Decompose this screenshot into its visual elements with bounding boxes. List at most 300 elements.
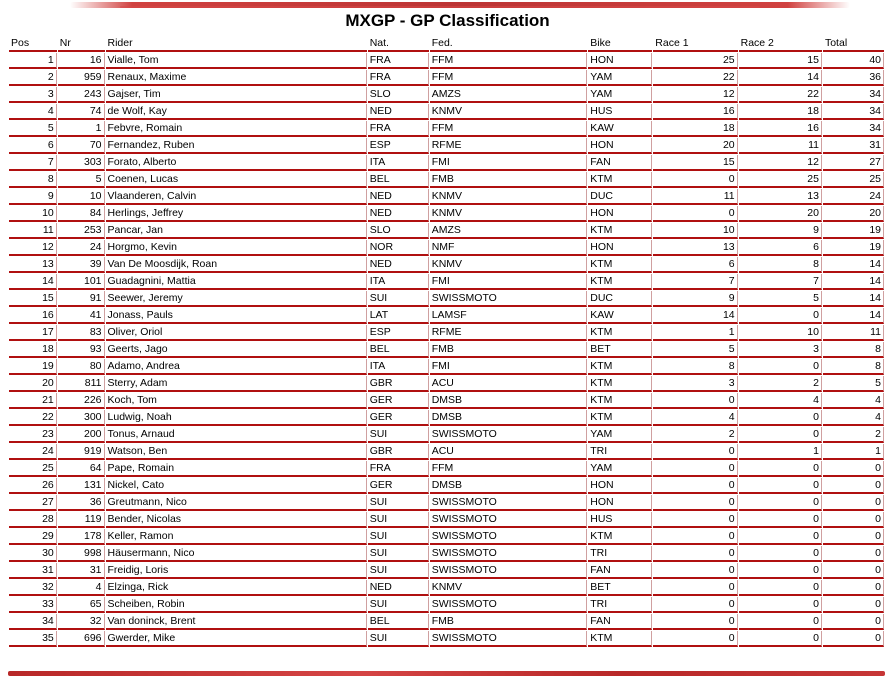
cell-race1: 11 <box>653 189 737 205</box>
cell-fed: FMB <box>430 614 588 630</box>
cell-rider: Pancar, Jan <box>106 223 367 239</box>
cell-nat: SUI <box>368 546 429 562</box>
cell-pos: 25 <box>9 461 57 477</box>
cell-rider: Ludwig, Noah <box>106 410 367 426</box>
cell-nr: 64 <box>58 461 105 477</box>
cell-pos: 12 <box>9 240 57 256</box>
cell-nat: SUI <box>368 529 429 545</box>
cell-race1: 0 <box>653 597 737 613</box>
table-row <box>9 138 884 154</box>
cell-rider: Scheiben, Robin <box>106 597 367 613</box>
cell-nat: BEL <box>368 172 429 188</box>
cell-pos: 3 <box>9 87 57 103</box>
cell-total: 34 <box>823 121 884 137</box>
cell-total: 0 <box>823 631 884 647</box>
table-row <box>9 614 884 630</box>
cell-nr: 300 <box>58 410 105 426</box>
cell-nr: 919 <box>58 444 105 460</box>
cell-total: 0 <box>823 529 884 545</box>
cell-nat: FRA <box>368 70 429 86</box>
cell-rider: Renaux, Maxime <box>106 70 367 86</box>
cell-nat: NED <box>368 189 429 205</box>
cell-nat: SUI <box>368 597 429 613</box>
cell-race2: 3 <box>739 342 822 358</box>
cell-race1: 0 <box>653 495 737 511</box>
cell-total: 0 <box>823 461 884 477</box>
cell-race2: 14 <box>739 70 822 86</box>
cell-pos: 7 <box>9 155 57 171</box>
cell-nat: SLO <box>368 223 429 239</box>
cell-race2: 13 <box>739 189 822 205</box>
cell-total: 19 <box>823 240 884 256</box>
cell-pos: 2 <box>9 70 57 86</box>
table-row <box>9 308 884 324</box>
table-row <box>9 580 884 596</box>
cell-nat: SUI <box>368 291 429 307</box>
cell-nat: NED <box>368 206 429 222</box>
col-header-rider: Rider <box>106 36 367 52</box>
table-row <box>9 223 884 239</box>
table-row <box>9 444 884 460</box>
cell-rider: Vlaanderen, Calvin <box>106 189 367 205</box>
col-header-nr: Nr <box>58 36 105 52</box>
table-row <box>9 512 884 528</box>
cell-bike: KTM <box>588 376 652 392</box>
cell-bike: TRI <box>588 546 652 562</box>
table-row <box>9 376 884 392</box>
cell-bike: KTM <box>588 359 652 375</box>
cell-nat: BEL <box>368 614 429 630</box>
cell-pos: 31 <box>9 563 57 579</box>
col-header-race1: Race 1 <box>653 36 737 52</box>
cell-bike: YAM <box>588 87 652 103</box>
cell-pos: 33 <box>9 597 57 613</box>
table-row <box>9 359 884 375</box>
cell-fed: FFM <box>430 461 588 477</box>
table-row <box>9 461 884 477</box>
cell-fed: FMI <box>430 274 588 290</box>
cell-pos: 4 <box>9 104 57 120</box>
cell-rider: Gajser, Tim <box>106 87 367 103</box>
cell-rider: Guadagnini, Mattia <box>106 274 367 290</box>
cell-bike: DUC <box>588 189 652 205</box>
cell-nr: 39 <box>58 257 105 273</box>
cell-rider: Keller, Ramon <box>106 529 367 545</box>
cell-total: 14 <box>823 257 884 273</box>
cell-fed: DMSB <box>430 478 588 494</box>
cell-total: 14 <box>823 291 884 307</box>
cell-race2: 0 <box>739 359 822 375</box>
cell-race1: 8 <box>653 359 737 375</box>
cell-pos: 22 <box>9 410 57 426</box>
cell-nr: 93 <box>58 342 105 358</box>
cell-pos: 8 <box>9 172 57 188</box>
cell-race2: 0 <box>739 410 822 426</box>
cell-total: 0 <box>823 512 884 528</box>
cell-bike: FAN <box>588 155 652 171</box>
cell-race2: 7 <box>739 274 822 290</box>
cell-bike: KTM <box>588 223 652 239</box>
cell-rider: Watson, Ben <box>106 444 367 460</box>
cell-race1: 5 <box>653 342 737 358</box>
cell-bike: KTM <box>588 393 652 409</box>
cell-race1: 16 <box>653 104 737 120</box>
table-row <box>9 206 884 222</box>
cell-rider: Greutmann, Nico <box>106 495 367 511</box>
table-row <box>9 121 884 137</box>
cell-pos: 21 <box>9 393 57 409</box>
table-row <box>9 342 884 358</box>
cell-pos: 32 <box>9 580 57 596</box>
cell-nr: 998 <box>58 546 105 562</box>
cell-pos: 19 <box>9 359 57 375</box>
cell-rider: Herlings, Jeffrey <box>106 206 367 222</box>
cell-rider: Febvre, Romain <box>106 121 367 137</box>
cell-race1: 0 <box>653 444 737 460</box>
cell-total: 8 <box>823 359 884 375</box>
cell-nat: NED <box>368 104 429 120</box>
cell-fed: KNMV <box>430 257 588 273</box>
cell-bike: KTM <box>588 529 652 545</box>
cell-race1: 1 <box>653 325 737 341</box>
cell-race1: 0 <box>653 529 737 545</box>
cell-bike: KAW <box>588 121 652 137</box>
cell-race1: 25 <box>653 53 737 69</box>
cell-bike: KTM <box>588 257 652 273</box>
cell-pos: 10 <box>9 206 57 222</box>
cell-pos: 15 <box>9 291 57 307</box>
cell-nat: SUI <box>368 495 429 511</box>
cell-nat: FRA <box>368 121 429 137</box>
cell-total: 0 <box>823 597 884 613</box>
cell-bike: YAM <box>588 427 652 443</box>
cell-nr: 84 <box>58 206 105 222</box>
cell-race1: 0 <box>653 546 737 562</box>
cell-total: 0 <box>823 563 884 579</box>
cell-race1: 0 <box>653 563 737 579</box>
table-row <box>9 104 884 120</box>
cell-fed: FMI <box>430 359 588 375</box>
cell-bike: KTM <box>588 325 652 341</box>
cell-race2: 9 <box>739 223 822 239</box>
cell-race2: 25 <box>739 172 822 188</box>
table-row <box>9 597 884 613</box>
table-row <box>9 325 884 341</box>
cell-fed: LAMSF <box>430 308 588 324</box>
cell-rider: Coenen, Lucas <box>106 172 367 188</box>
cell-rider: Freidig, Loris <box>106 563 367 579</box>
cell-nr: 24 <box>58 240 105 256</box>
cell-race2: 0 <box>739 580 822 596</box>
cell-bike: HON <box>588 138 652 154</box>
cell-race1: 18 <box>653 121 737 137</box>
cell-race2: 16 <box>739 121 822 137</box>
cell-total: 0 <box>823 495 884 511</box>
cell-race2: 6 <box>739 240 822 256</box>
cell-fed: FFM <box>430 70 588 86</box>
cell-bike: BET <box>588 342 652 358</box>
cell-nat: SUI <box>368 427 429 443</box>
cell-nr: 65 <box>58 597 105 613</box>
cell-rider: Adamo, Andrea <box>106 359 367 375</box>
table-row <box>9 53 884 69</box>
cell-pos: 23 <box>9 427 57 443</box>
classification-table <box>8 35 885 648</box>
cell-race1: 0 <box>653 478 737 494</box>
cell-race2: 0 <box>739 512 822 528</box>
cell-fed: AMZS <box>430 87 588 103</box>
table-row <box>9 393 884 409</box>
cell-race2: 15 <box>739 53 822 69</box>
cell-race1: 0 <box>653 512 737 528</box>
cell-nat: ITA <box>368 359 429 375</box>
cell-pos: 6 <box>9 138 57 154</box>
cell-total: 14 <box>823 274 884 290</box>
table-row <box>9 563 884 579</box>
cell-bike: HUS <box>588 104 652 120</box>
cell-total: 0 <box>823 478 884 494</box>
cell-bike: TRI <box>588 597 652 613</box>
cell-nr: 16 <box>58 53 105 69</box>
cell-race1: 9 <box>653 291 737 307</box>
cell-race1: 4 <box>653 410 737 426</box>
cell-bike: KTM <box>588 410 652 426</box>
cell-total: 2 <box>823 427 884 443</box>
cell-nr: 5 <box>58 172 105 188</box>
cell-nr: 70 <box>58 138 105 154</box>
cell-fed: SWISSMOTO <box>430 546 588 562</box>
cell-nat: FRA <box>368 53 429 69</box>
cell-bike: KTM <box>588 274 652 290</box>
cell-nr: 10 <box>58 189 105 205</box>
cell-race2: 8 <box>739 257 822 273</box>
cell-nat: ITA <box>368 274 429 290</box>
cell-total: 34 <box>823 104 884 120</box>
cell-race1: 14 <box>653 308 737 324</box>
cell-fed: SWISSMOTO <box>430 495 588 511</box>
cell-bike: HON <box>588 240 652 256</box>
cell-nat: NOR <box>368 240 429 256</box>
cell-nr: 811 <box>58 376 105 392</box>
table-row <box>9 427 884 443</box>
cell-pos: 26 <box>9 478 57 494</box>
cell-rider: Forato, Alberto <box>106 155 367 171</box>
cell-rider: Elzinga, Rick <box>106 580 367 596</box>
cell-nat: LAT <box>368 308 429 324</box>
cell-nat: GER <box>368 393 429 409</box>
cell-fed: KNMV <box>430 206 588 222</box>
cell-pos: 16 <box>9 308 57 324</box>
cell-fed: KNMV <box>430 104 588 120</box>
cell-nat: SUI <box>368 563 429 579</box>
cell-race1: 0 <box>653 206 737 222</box>
cell-fed: SWISSMOTO <box>430 291 588 307</box>
cell-nat: GER <box>368 478 429 494</box>
cell-nat: SLO <box>368 87 429 103</box>
cell-pos: 1 <box>9 53 57 69</box>
table-row <box>9 172 884 188</box>
cell-fed: SWISSMOTO <box>430 563 588 579</box>
cell-race2: 0 <box>739 308 822 324</box>
cell-rider: Van doninck, Brent <box>106 614 367 630</box>
cell-fed: ACU <box>430 444 588 460</box>
cell-race1: 3 <box>653 376 737 392</box>
cell-total: 40 <box>823 53 884 69</box>
cell-pos: 9 <box>9 189 57 205</box>
cell-total: 5 <box>823 376 884 392</box>
cell-nat: FRA <box>368 461 429 477</box>
cell-total: 0 <box>823 580 884 596</box>
table-row <box>9 546 884 562</box>
cell-rider: Nickel, Cato <box>106 478 367 494</box>
cell-nr: 91 <box>58 291 105 307</box>
cell-nat: GER <box>368 410 429 426</box>
cell-total: 14 <box>823 308 884 324</box>
cell-total: 34 <box>823 87 884 103</box>
cell-fed: SWISSMOTO <box>430 529 588 545</box>
cell-bike: HUS <box>588 512 652 528</box>
cell-fed: DMSB <box>430 393 588 409</box>
cell-race2: 20 <box>739 206 822 222</box>
table-row <box>9 189 884 205</box>
cell-race1: 12 <box>653 87 737 103</box>
cell-total: 24 <box>823 189 884 205</box>
cell-nr: 83 <box>58 325 105 341</box>
cell-race2: 0 <box>739 461 822 477</box>
table-row <box>9 155 884 171</box>
cell-nat: ITA <box>368 155 429 171</box>
cell-bike: KTM <box>588 172 652 188</box>
cell-fed: FFM <box>430 121 588 137</box>
table-row <box>9 274 884 290</box>
table-row <box>9 478 884 494</box>
cell-rider: Vialle, Tom <box>106 53 367 69</box>
table-row <box>9 87 884 103</box>
cell-bike: YAM <box>588 70 652 86</box>
cell-total: 20 <box>823 206 884 222</box>
cell-race2: 0 <box>739 529 822 545</box>
cell-pos: 17 <box>9 325 57 341</box>
cell-bike: HON <box>588 206 652 222</box>
cell-bike: KAW <box>588 308 652 324</box>
table-header-row <box>9 36 884 52</box>
header-brush-decoration-secondary <box>120 6 760 8</box>
col-header-fed: Fed. <box>430 36 588 52</box>
cell-race2: 0 <box>739 478 822 494</box>
cell-bike: HON <box>588 495 652 511</box>
cell-fed: NMF <box>430 240 588 256</box>
cell-total: 4 <box>823 393 884 409</box>
cell-pos: 18 <box>9 342 57 358</box>
cell-nr: 303 <box>58 155 105 171</box>
table-row <box>9 257 884 273</box>
table-row <box>9 495 884 511</box>
cell-race2: 0 <box>739 546 822 562</box>
cell-rider: Fernandez, Ruben <box>106 138 367 154</box>
cell-fed: DMSB <box>430 410 588 426</box>
cell-pos: 24 <box>9 444 57 460</box>
cell-race1: 20 <box>653 138 737 154</box>
cell-race2: 4 <box>739 393 822 409</box>
cell-nr: 41 <box>58 308 105 324</box>
cell-bike: KTM <box>588 631 652 647</box>
col-header-total: Total <box>823 36 884 52</box>
cell-nr: 253 <box>58 223 105 239</box>
cell-race1: 0 <box>653 172 737 188</box>
cell-nr: 226 <box>58 393 105 409</box>
page-title: MXGP - GP Classification <box>345 11 550 30</box>
cell-nr: 36 <box>58 495 105 511</box>
cell-nr: 1 <box>58 121 105 137</box>
cell-nr: 32 <box>58 614 105 630</box>
cell-fed: FMB <box>430 172 588 188</box>
cell-total: 11 <box>823 325 884 341</box>
cell-race2: 5 <box>739 291 822 307</box>
cell-race1: 2 <box>653 427 737 443</box>
cell-rider: Gwerder, Mike <box>106 631 367 647</box>
cell-nr: 119 <box>58 512 105 528</box>
cell-pos: 11 <box>9 223 57 239</box>
cell-race1: 0 <box>653 461 737 477</box>
cell-fed: FMI <box>430 155 588 171</box>
cell-fed: RFME <box>430 325 588 341</box>
cell-pos: 35 <box>9 631 57 647</box>
cell-nat: GBR <box>368 444 429 460</box>
cell-rider: Koch, Tom <box>106 393 367 409</box>
cell-race2: 10 <box>739 325 822 341</box>
cell-nr: 131 <box>58 478 105 494</box>
cell-pos: 20 <box>9 376 57 392</box>
cell-fed: FMB <box>430 342 588 358</box>
cell-nr: 80 <box>58 359 105 375</box>
cell-race1: 0 <box>653 614 737 630</box>
table-row <box>9 410 884 426</box>
cell-nr: 696 <box>58 631 105 647</box>
cell-race2: 22 <box>739 87 822 103</box>
cell-rider: Seewer, Jeremy <box>106 291 367 307</box>
cell-race2: 11 <box>739 138 822 154</box>
cell-total: 36 <box>823 70 884 86</box>
cell-fed: KNMV <box>430 189 588 205</box>
cell-nat: BEL <box>368 342 429 358</box>
cell-nat: GBR <box>368 376 429 392</box>
cell-race1: 15 <box>653 155 737 171</box>
table-row <box>9 70 884 86</box>
cell-race2: 0 <box>739 614 822 630</box>
cell-fed: FFM <box>430 53 588 69</box>
cell-race2: 0 <box>739 631 822 647</box>
cell-total: 0 <box>823 614 884 630</box>
cell-fed: SWISSMOTO <box>430 631 588 647</box>
cell-race1: 0 <box>653 580 737 596</box>
cell-race2: 0 <box>739 495 822 511</box>
cell-nr: 31 <box>58 563 105 579</box>
cell-bike: YAM <box>588 461 652 477</box>
table-row <box>9 529 884 545</box>
cell-total: 1 <box>823 444 884 460</box>
cell-rider: de Wolf, Kay <box>106 104 367 120</box>
cell-bike: TRI <box>588 444 652 460</box>
cell-rider: Tonus, Arnaud <box>106 427 367 443</box>
col-header-pos: Pos <box>9 36 57 52</box>
cell-nat: SUI <box>368 512 429 528</box>
cell-race2: 12 <box>739 155 822 171</box>
cell-nr: 243 <box>58 87 105 103</box>
footer-brush-decoration <box>8 671 885 676</box>
cell-rider: Häusermann, Nico <box>106 546 367 562</box>
cell-total: 25 <box>823 172 884 188</box>
cell-total: 8 <box>823 342 884 358</box>
